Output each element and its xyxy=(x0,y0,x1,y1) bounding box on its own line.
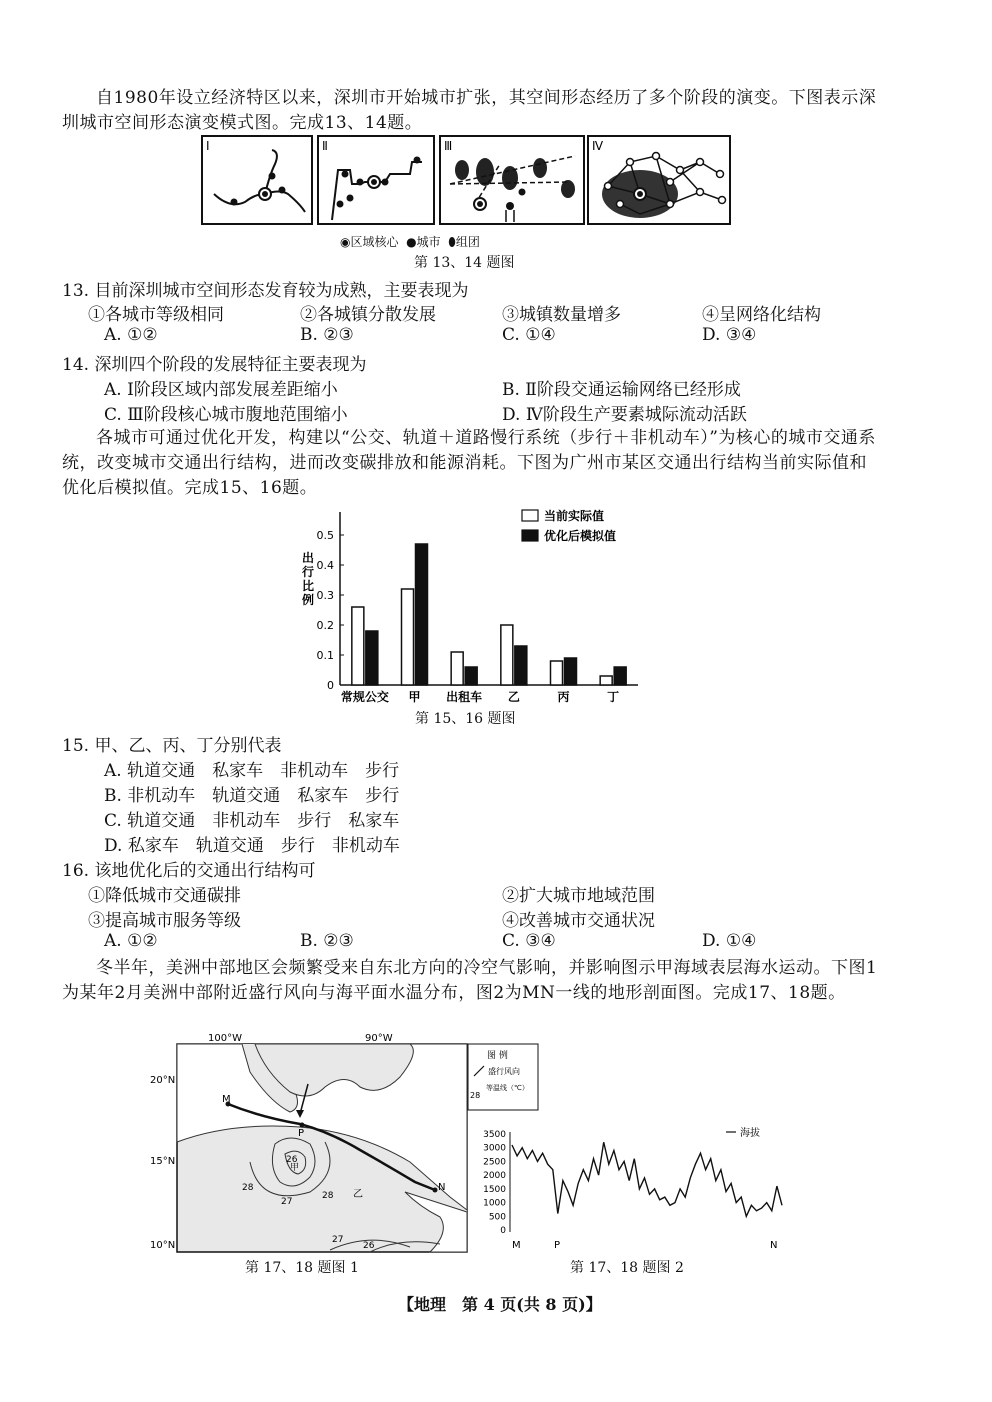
q16-option-d[interactable]: D. ①④ xyxy=(702,931,757,951)
chart-bar xyxy=(600,676,612,685)
chart-y-tick-label: 0.5 xyxy=(316,529,334,542)
chart-y-tick-label: 0.1 xyxy=(316,649,334,662)
chart-bar xyxy=(465,667,477,685)
q13-item-2: ②各城镇分散发展 xyxy=(300,305,436,325)
q14-option-a[interactable]: A. Ⅰ阶段区域内部发展差距缩小 xyxy=(104,380,338,400)
chart-legend-swatch xyxy=(522,510,538,521)
region-core-icon: ◉ xyxy=(340,235,351,249)
profile-y-tick-label: 500 xyxy=(488,1212,506,1223)
chart-bar xyxy=(416,544,428,685)
mn-profile-chart xyxy=(478,1122,796,1254)
q15-stem: 15. 甲、乙、丙、丁分别代表 xyxy=(62,736,282,756)
chart-x-tick-label: 丙 xyxy=(557,690,570,704)
q13-option-b[interactable]: B. ②③ xyxy=(300,325,354,345)
profile-legend: 海拔 xyxy=(740,1128,760,1139)
profile-caption: 第 17、18 题图 2 xyxy=(570,1260,684,1276)
chart-bar xyxy=(551,661,563,685)
cluster-icon: ⬮ xyxy=(448,235,456,249)
profile-x-n: N xyxy=(770,1240,778,1251)
profile-y-tick-label: 2500 xyxy=(483,1157,506,1168)
q14-option-c[interactable]: C. Ⅲ阶段核心城市腹地范围缩小 xyxy=(104,405,348,425)
isotherm-label-26a: 26 xyxy=(286,1155,298,1165)
q16-stem: 16. 该地优化后的交通出行结构可 xyxy=(62,861,316,881)
map-caption: 第 17、18 题图 1 xyxy=(245,1260,359,1276)
panel-label-1: Ⅰ xyxy=(206,139,210,153)
profile-y-tick-label: 2000 xyxy=(483,1171,506,1182)
q16-option-a[interactable]: A. ①② xyxy=(104,931,158,951)
intro-17-18: 冬半年，美洲中部地区会频繁受来自东北方向的冷空气影响，并影响图示甲海域表层海水运动。下图1为某年2月美洲中部附近盛行风向与海平面水温分布，图2为MN一线的地形剖面图。完成17、18题。 xyxy=(62,958,878,1003)
chart-bar xyxy=(402,589,414,685)
profile-y-tick-label: 3500 xyxy=(483,1130,506,1140)
chart-bar xyxy=(352,607,364,685)
profile-x-m: M xyxy=(512,1240,521,1251)
q13-item-4: ④呈网络化结构 xyxy=(702,305,821,325)
isotherm-label-28a: 28 xyxy=(242,1183,254,1193)
intro-15-16: 各城市可通过优化开发，构建以“公交、轨道＋道路慢行系统（步行＋非机动车）”为核心的城市交通系统，改变城市交通出行结构，进而改变碳排放和能源消耗。下图为广州市某区交通出行结构当前实际值和优化后模拟值。完成15、16题。 xyxy=(62,428,876,498)
intro-13-14: 自1980年设立经济特区以来，深圳市开始城市扩张，其空间形态经历了多个阶段的演变。下图表示深圳城市空间形态演变模式图。完成13、14题。 xyxy=(62,88,877,133)
chart-y-tick-label: 0.3 xyxy=(316,589,334,602)
chart-x-tick-label: 出租车 xyxy=(446,690,483,704)
chart-legend-label: 当前实际值 xyxy=(544,509,605,523)
chart-bar xyxy=(565,658,577,685)
chart-bar xyxy=(515,646,527,685)
chart-bar xyxy=(366,631,378,685)
profile-y-tick-label: 3000 xyxy=(483,1143,506,1154)
chart-legend-swatch xyxy=(522,530,538,541)
q13-option-c[interactable]: C. ①④ xyxy=(502,325,556,345)
point-n: N xyxy=(438,1182,446,1193)
q16-item-1: ①降低城市交通碳排 xyxy=(88,886,241,906)
chart-y-tick-label: 0.4 xyxy=(316,559,334,572)
travel-structure-bar-chart xyxy=(290,500,650,710)
profile-y-tick-label: 1000 xyxy=(483,1198,506,1209)
city-icon: ● xyxy=(406,235,417,249)
chart-bar xyxy=(614,667,626,685)
chart-y-tick-label: 0.2 xyxy=(316,619,334,632)
q13-item-1: ①各城市等级相同 xyxy=(88,305,224,325)
shenzhen-stage-figure xyxy=(200,134,732,226)
lon-label-90w: 90°W xyxy=(365,1033,393,1044)
chart-x-tick-label: 常规公交 xyxy=(340,690,389,704)
chart-bar xyxy=(451,652,463,685)
q16-option-c[interactable]: C. ③④ xyxy=(502,931,556,951)
chart-x-tick-label: 丁 xyxy=(607,690,620,704)
q14-stem: 14. 深圳四个阶段的发展特征主要表现为 xyxy=(62,355,367,375)
point-p: P xyxy=(298,1128,305,1139)
page-footer: 【地理 第 4 页(共 8 页)】 xyxy=(398,1295,602,1314)
panel-label-4: Ⅳ xyxy=(592,139,604,153)
chart-y-axis-label: 出行比例 xyxy=(302,551,315,607)
stage-legend: ◉区域核心 ●城市 ⬮组团 xyxy=(340,235,480,249)
chart-x-tick-label: 甲 xyxy=(408,690,421,704)
q15-option-a[interactable]: A. 轨道交通 私家车 非机动车 步行 xyxy=(104,761,400,781)
panel-label-3: Ⅲ xyxy=(444,139,453,153)
q13-option-d[interactable]: D. ③④ xyxy=(702,325,757,345)
q15-option-d[interactable]: D. 私家车 轨道交通 步行 非机动车 xyxy=(104,836,400,856)
lon-label-100w: 100°W xyxy=(208,1033,242,1044)
q15-option-b[interactable]: B. 非机动车 轨道交通 私家车 步行 xyxy=(104,786,400,806)
q15-option-c[interactable]: C. 轨道交通 非机动车 步行 私家车 xyxy=(104,811,400,831)
map-legend-wind: 盛行风向 xyxy=(488,1067,520,1076)
isotherm-label-28b: 28 xyxy=(322,1191,334,1201)
point-yi: 乙 xyxy=(353,1189,363,1200)
isotherm-label-27a: 27 xyxy=(281,1197,293,1207)
q16-item-2: ②扩大城市地域范围 xyxy=(502,886,655,906)
chart-legend-label: 优化后模拟值 xyxy=(544,529,617,543)
map-legend-sample: 28 xyxy=(470,1091,481,1100)
q16-option-b[interactable]: B. ②③ xyxy=(300,931,354,951)
isotherm-label-26b: 26 xyxy=(363,1241,375,1251)
profile-y-tick-label: 0 xyxy=(500,1226,506,1236)
chart-caption: 第 15、16 题图 xyxy=(415,711,516,727)
chart-bar xyxy=(501,625,513,685)
chart-y-tick-label: 0 xyxy=(327,679,334,692)
q16-item-4: ④改善城市交通状况 xyxy=(502,911,655,931)
q13-item-3: ③城镇数量增多 xyxy=(502,305,621,325)
lat-label-15n: 15°N xyxy=(150,1156,176,1167)
profile-y-tick-label: 1500 xyxy=(483,1184,506,1195)
map-legend-isotherm: 等温线（℃） xyxy=(486,1084,529,1092)
q16-item-3: ③提高城市服务等级 xyxy=(88,911,241,931)
stage-fig-caption: 第 13、14 题图 xyxy=(414,255,515,271)
q13-stem: 13. 目前深圳城市空间形态发育较为成熟，主要表现为 xyxy=(62,281,469,301)
map-legend-title: 图 例 xyxy=(487,1051,508,1061)
q13-option-a[interactable]: A. ①② xyxy=(104,325,158,345)
point-m: M xyxy=(222,1094,231,1105)
profile-x-p: P xyxy=(554,1240,561,1251)
isotherm-label-27b: 27 xyxy=(332,1235,344,1245)
lat-label-20n: 20°N xyxy=(150,1075,176,1086)
panel-label-2: Ⅱ xyxy=(322,139,328,153)
point-jia: 甲 xyxy=(290,1163,300,1173)
chart-x-tick-label: 乙 xyxy=(507,690,520,704)
lat-label-10n: 10°N xyxy=(150,1240,176,1251)
q14-option-b[interactable]: B. Ⅱ阶段交通运输网络已经形成 xyxy=(502,380,741,400)
q14-option-d[interactable]: D. Ⅳ阶段生产要素城际流动活跃 xyxy=(502,405,747,425)
